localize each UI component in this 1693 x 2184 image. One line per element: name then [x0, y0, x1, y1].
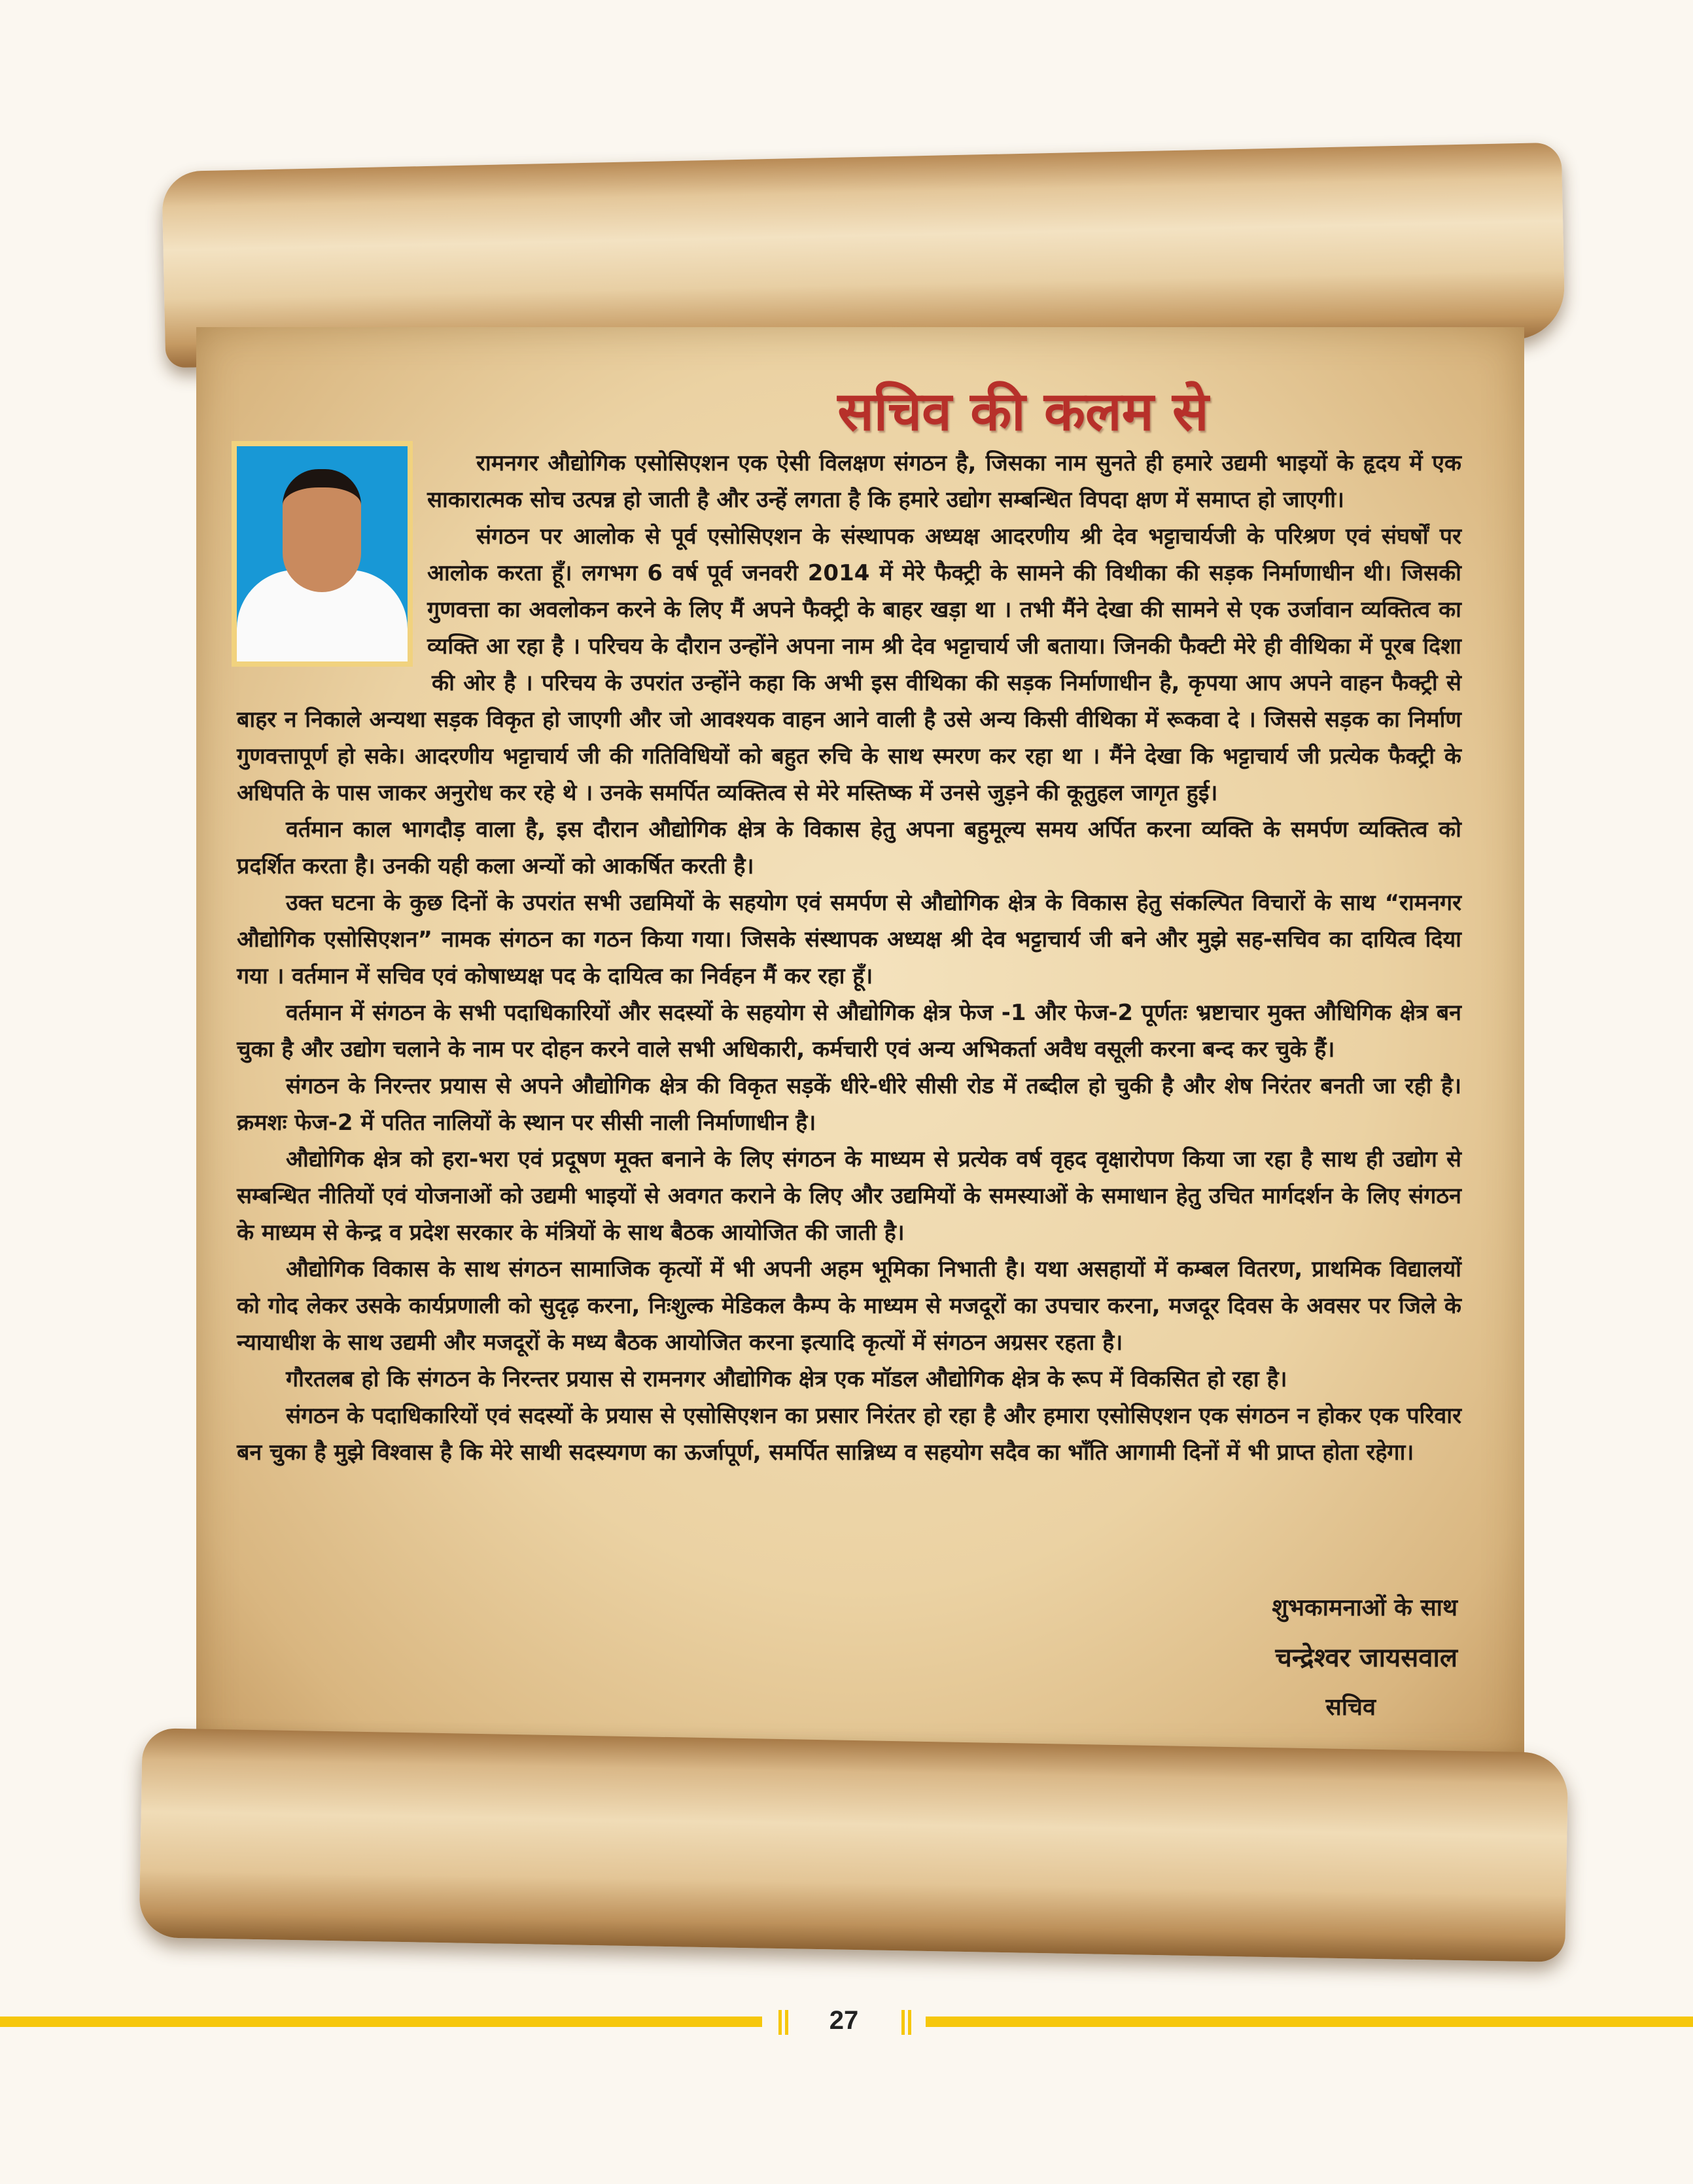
footer-divider [908, 2010, 911, 2035]
paragraph: गौरतलब हो कि संगठन के निरन्तर प्रयास से रामनगर औद्योगिक क्षेत्र एक मॉडल औद्योगिक क्षेत्र के रूप में विकसित हो रहा है। [286, 1366, 1287, 1392]
signatory-designation: सचिव [1325, 1694, 1376, 1721]
footer-divider [901, 2010, 905, 2035]
paragraph: औद्योगिक विकास के साथ संगठन सामाजिक कृत्यों में भी अपनी अहम भूमिका निभाती है। यथा असहायों में कम्बल वितरण, प्राथमिक विद्यालयों को गोद लेकर उसके कार्यप्रणाली को सुदृढ़ करना, निःशुल्क मेडिकल कैम्प के माध्यम से मजदूरों का उपचार करना, मजदूर दिवस के अवसर पर जिले के न्यायाधीश के साथ उद्यमी और मजदूरों के मध्य बैठक आयोजित करना इत्यादि कृत्यों में संगठन अग्रसर रहता है। [237, 1256, 1461, 1356]
signature-block [1065, 1583, 1457, 1733]
paragraph: औद्योगिक क्षेत्र को हरा-भरा एवं प्रदूषण मूक्त बनाने के लिए संगठन के माध्यम से प्रत्येक वर्ष वृहद वृक्षारोपण किया जा रहा है साथ ही उद्योग से सम्बन्धित नीतियों एवं योजनाओं को उद्यमी भाइयों से अवगत कराने के लिए और उद्यमियों के समस्याओं के समाधान हेतु उचित मार्गदर्शन के लिए संगठन के माध्यम से केन्द्र व प्रदेश सरकार के मंत्रियों के साथ बैठक आयोजित की जाती है। [237, 1146, 1461, 1246]
footer-divider [778, 2010, 782, 2035]
photo-face [283, 469, 361, 592]
page-title: सचिव की कलम से [837, 381, 1209, 443]
scroll-bottom-roll [139, 1728, 1568, 1962]
paragraph: उक्त घटना के कुछ दिनों के उपरांत सभी उद्यमियों के सहयोग एवं समर्पण से औद्योगिक क्षेत्र के विकास हेतु संकल्पित विचारों के साथ “रामनगर औद्योगिक एसोसिएशन” नामक संगठन का गठन किया गया। जिसके संस्थापक अध्यक्ष श्री देव भट्टाचार्य जी बने और मुझे सह-सचिव का दायित्व दिया गया । वर्तमान में सचिव एवं कोषाध्यक्ष पद के दायित्व का निर्वहन मैं कर रहा हूँ। [237, 890, 1461, 989]
paragraph: वर्तमान काल भागदौड़ वाला है, इस दौरान औद्योगिक क्षेत्र के विकास हेतु अपना बहुमूल्य समय अर्पित करना व्यक्ति के समर्पण व्यक्तित्व को प्रदर्शित करता है। उनकी यही कला अन्यों को आकर्षित करती है। [237, 817, 1461, 879]
page-number: 27 [829, 2006, 859, 2035]
paragraph: वर्तमान में संगठन के सभी पदाधिकारियों और सदस्यों के सहयोग से औद्योगिक क्षेत्र फेज -1 और फेज-2 पूर्णतः भ्रष्टाचार मुक्त औधिगिक क्षेत्र बन चुका है और उद्योग चलाने के नाम पर दोहन करने वाले सभी अधिकारी, कर्मचारी एवं अन्य अभिकर्ता अवैध वसूली करना बन्द कर चुके हैं। [237, 1000, 1461, 1063]
signatory-name: चन्द्रेश्वर जायसवाल [1275, 1643, 1457, 1673]
author-photo [232, 441, 413, 667]
paragraph: संगठन के निरन्तर प्रयास से अपने औद्योगिक क्षेत्र की विकृत सड़कें धीरे-धीरे सीसी रोड में तब्दील हो चुकी है और शेष निरंतर बनती जा रही है। क्रमशः फेज-2 में पतित नालियों के स्थान पर सीसी नाली निर्माणाधीन है। [237, 1073, 1461, 1136]
closing-text: शुभकामनाओं के साथ [1272, 1594, 1457, 1621]
paragraph: संगठन के पदाधिकारियों एवं सदस्यों के प्रयास से एसोसिएशन का प्रसार निरंतर हो रहा है और हमारा एसोसिएशन एक संगठन न होकर एक परिवार बन चुका है मुझे विश्वास है कि मेरे साथी सदस्यगण का ऊर्जापूर्ण, समर्पित सान्निध्य व सहयोग सदैव का भाँति आगामी दिनों में भी प्राप्त होता रहेगा। [237, 1403, 1461, 1466]
paragraph: रामनगर औद्योगिक एसोसिएशन एक ऐसी विलक्षण संगठन है, जिसका नाम सुनते ही हमारे उद्यमी भाइयों के हृदय में एक साकारात्मक सोच उत्पन्न हो जाती है और उन्हें लगता है कि हमारे उद्योग सम्बन्धित विपदा क्षण में समाप्त हो जाएगी। [427, 450, 1461, 513]
letter-body [237, 445, 1461, 1471]
footer-divider [785, 2010, 788, 2035]
paragraph: संगठन पर आलोक से पूर्व एसोसिएशन के संस्थापक अध्यक्ष आदरणीय श्री देव भट्टाचार्यजी के परिश्रण एवं संघर्षों पर आलोक करता हूँ। लगभग 6 वर्ष पूर्व जनवरी 2014 में मेरे फैक्ट्री के सामने की विथीका की सड़क निर्माणाधीन थी। जिसकी गुणवत्ता का अवलोकन करने के लिए मैं अपने फैक्ट्री के बाहर खड़ा था । तभी मैंने देखा की सामने से एक उर्जावान व्यक्तित्व का व्यक्ति आ रहा है । परिचय के दौरान उन्होंने अपना नाम श्री देव भट्टाचार्य जी बताया। जिनकी फैक्टी मेरे ही वीथिका में पूरब दिशा की ओर है । परिचय के उपरांत उन्होंने कहा कि अभी इस वीथिका की सड़क निर्माणाधीन है, कृपया आप अपने वाहन फैक्ट्री से बाहर न निकाले अन्यथा सड़क विकृत हो जाएगी और जो आवश्यक वाहन आने वाली है उसे अन्य किसी वीथिका में रूकवा दे । जिससे सड़क का निर्माण गुणवत्तापूर्ण हो सके। आदरणीय भट्टाचार्य जी की गतिविधियों को बहुत रुचि के साथ स्मरण कर रहा था । मैंने देखा कि भट्टाचार्य जी प्रत्येक फैक्ट्री के अधिपति के पास जाकर अनुरोध कर रहे थे । उनके समर्पित व्यक्तित्व से मेरे मस्तिष्क में उनसे जुड़ने की कूतुहल जागृत हुई। [237, 523, 1461, 806]
